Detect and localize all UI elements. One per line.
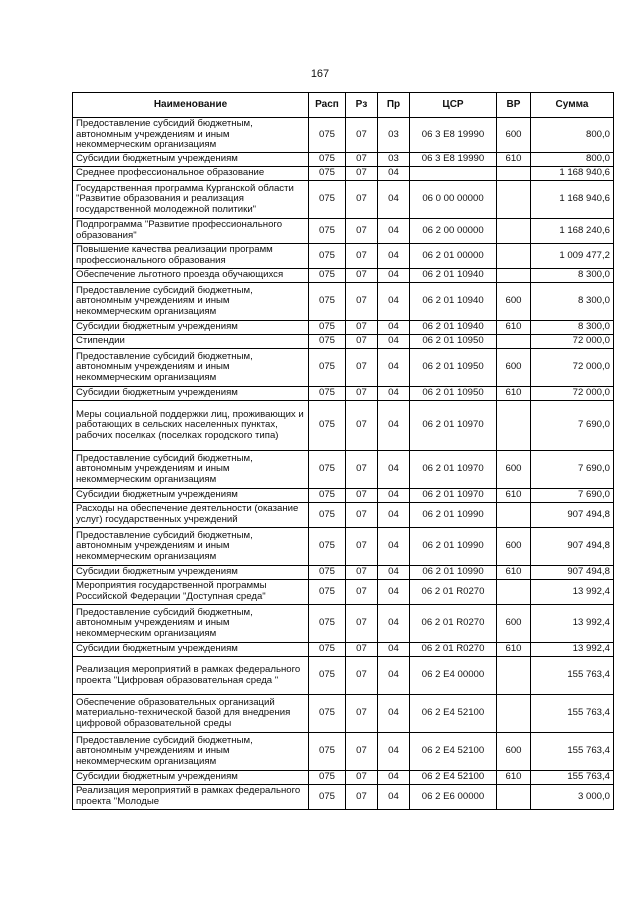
table-row: [73, 387, 614, 401]
table-row: [73, 283, 614, 321]
cell-rasp: 075: [309, 118, 346, 153]
table-row: [73, 528, 614, 566]
cell-rz: 07: [346, 566, 378, 580]
cell-vr: [497, 244, 531, 269]
cell-rz: 07: [346, 181, 378, 219]
cell-vr: [497, 167, 531, 181]
cell-name: Предоставление субсидий бюджетным, автономным учреждениям и иным некоммерческим организациям: [73, 605, 309, 643]
cell-pr: 04: [378, 335, 410, 349]
cell-csr: 06 2 01 10970: [410, 401, 497, 451]
table-row: [73, 695, 614, 733]
cell-name: Стипендии: [73, 335, 309, 349]
cell-vr: [497, 269, 531, 283]
table-row: [73, 219, 614, 244]
cell-rz: 07: [346, 335, 378, 349]
cell-rz: 07: [346, 401, 378, 451]
cell-sum: 907 494,8: [531, 528, 614, 566]
budget-table: [72, 92, 614, 810]
table-row: [73, 269, 614, 283]
table-row: [73, 181, 614, 219]
cell-pr: 04: [378, 733, 410, 771]
table-row: [73, 321, 614, 335]
cell-csr: 06 2 01 10970: [410, 451, 497, 489]
table-row: [73, 785, 614, 810]
cell-rz: 07: [346, 283, 378, 321]
cell-rasp: 075: [309, 219, 346, 244]
cell-csr: 06 2 01 00000: [410, 244, 497, 269]
cell-name: Обеспечение образовательных организаций материально-технической базой для внедрения цифровой образовательной среды: [73, 695, 309, 733]
cell-csr: 06 2 01 10990: [410, 528, 497, 566]
cell-vr: [497, 695, 531, 733]
cell-rasp: 075: [309, 566, 346, 580]
cell-csr: 06 2 01 10940: [410, 269, 497, 283]
table-row: [73, 118, 614, 153]
cell-rasp: 075: [309, 489, 346, 503]
cell-csr: 06 2 01 10990: [410, 503, 497, 528]
cell-rasp: 075: [309, 695, 346, 733]
cell-rz: 07: [346, 349, 378, 387]
cell-sum: 155 763,4: [531, 771, 614, 785]
cell-pr: 04: [378, 219, 410, 244]
cell-name: Предоставление субсидий бюджетным, автономным учреждениям и иным некоммерческим организациям: [73, 283, 309, 321]
cell-sum: 155 763,4: [531, 695, 614, 733]
cell-pr: 04: [378, 695, 410, 733]
cell-pr: 03: [378, 118, 410, 153]
cell-rasp: 075: [309, 528, 346, 566]
header-sum: Сумма: [531, 93, 614, 118]
cell-pr: 04: [378, 181, 410, 219]
cell-sum: 1 009 477,2: [531, 244, 614, 269]
cell-pr: 04: [378, 349, 410, 387]
cell-rz: 07: [346, 244, 378, 269]
cell-csr: 06 2 01 R0270: [410, 643, 497, 657]
cell-vr: 600: [497, 118, 531, 153]
cell-name: Предоставление субсидий бюджетным, автономным учреждениям и иным некоммерческим организациям: [73, 349, 309, 387]
cell-pr: 04: [378, 566, 410, 580]
table-row: [73, 153, 614, 167]
cell-rasp: 075: [309, 387, 346, 401]
cell-rasp: 075: [309, 643, 346, 657]
cell-rasp: 075: [309, 244, 346, 269]
cell-rz: 07: [346, 657, 378, 695]
cell-name: Обеспечение льготного проезда обучающихся: [73, 269, 309, 283]
cell-name: Среднее профессиональное образование: [73, 167, 309, 181]
cell-name: Предоставление субсидий бюджетным, автономным учреждениям и иным некоммерческим организациям: [73, 118, 309, 153]
header-rz: Рз: [346, 93, 378, 118]
cell-rz: 07: [346, 118, 378, 153]
table-row: [73, 401, 614, 451]
table-body: [73, 118, 614, 810]
cell-vr: [497, 401, 531, 451]
cell-name: Расходы на обеспечение деятельности (оказание услуг) государственных учреждений: [73, 503, 309, 528]
table-row: [73, 643, 614, 657]
cell-csr: 06 2 01 10990: [410, 566, 497, 580]
cell-csr: 06 2 01 10950: [410, 387, 497, 401]
cell-sum: 1 168 940,6: [531, 181, 614, 219]
cell-name: Субсидии бюджетным учреждениям: [73, 771, 309, 785]
cell-rasp: 075: [309, 181, 346, 219]
cell-csr: [410, 167, 497, 181]
cell-name: Субсидии бюджетным учреждениям: [73, 566, 309, 580]
cell-pr: 04: [378, 605, 410, 643]
table-row: [73, 167, 614, 181]
cell-rasp: 075: [309, 153, 346, 167]
cell-sum: 7 690,0: [531, 451, 614, 489]
cell-pr: 04: [378, 785, 410, 810]
cell-rz: 07: [346, 771, 378, 785]
cell-name: Предоставление субсидий бюджетным, автономным учреждениям и иным некоммерческим организациям: [73, 451, 309, 489]
cell-rz: 07: [346, 451, 378, 489]
cell-rz: 07: [346, 733, 378, 771]
cell-csr: 06 3 E8 19990: [410, 118, 497, 153]
cell-csr: 06 2 01 10940: [410, 283, 497, 321]
cell-csr: 06 2 E4 52100: [410, 695, 497, 733]
cell-sum: 155 763,4: [531, 657, 614, 695]
table-row: [73, 771, 614, 785]
cell-rz: 07: [346, 695, 378, 733]
cell-sum: 1 168 240,6: [531, 219, 614, 244]
cell-pr: 04: [378, 167, 410, 181]
cell-sum: 72 000,0: [531, 349, 614, 387]
cell-rasp: 075: [309, 657, 346, 695]
cell-name: Подпрограмма "Развитие профессионального образования": [73, 219, 309, 244]
cell-rz: 07: [346, 321, 378, 335]
cell-pr: 04: [378, 244, 410, 269]
cell-sum: 13 992,4: [531, 605, 614, 643]
cell-vr: 610: [497, 771, 531, 785]
cell-rasp: 075: [309, 167, 346, 181]
header-vr: ВР: [497, 93, 531, 118]
cell-sum: 3 000,0: [531, 785, 614, 810]
cell-pr: 04: [378, 451, 410, 489]
cell-csr: 06 2 01 10940: [410, 321, 497, 335]
cell-vr: 610: [497, 643, 531, 657]
cell-vr: [497, 785, 531, 810]
table-row: [73, 335, 614, 349]
cell-pr: 04: [378, 489, 410, 503]
cell-vr: 600: [497, 283, 531, 321]
cell-rz: 07: [346, 269, 378, 283]
cell-rz: 07: [346, 528, 378, 566]
cell-rz: 07: [346, 387, 378, 401]
cell-name: Субсидии бюджетным учреждениям: [73, 643, 309, 657]
cell-pr: 04: [378, 387, 410, 401]
cell-csr: 06 2 01 10950: [410, 349, 497, 387]
table-row: [73, 503, 614, 528]
cell-rasp: 075: [309, 580, 346, 605]
table-row: [73, 349, 614, 387]
cell-vr: [497, 181, 531, 219]
cell-pr: 04: [378, 321, 410, 335]
cell-csr: 06 2 01 R0270: [410, 580, 497, 605]
cell-rasp: 075: [309, 785, 346, 810]
cell-vr: 610: [497, 566, 531, 580]
table-row: [73, 733, 614, 771]
table-row: [73, 657, 614, 695]
page-number: 167: [310, 68, 330, 80]
cell-sum: 907 494,8: [531, 503, 614, 528]
cell-name: Государственная программа Курганской области "Развитие образования и реализация государственной молодежной политики": [73, 181, 309, 219]
cell-sum: 72 000,0: [531, 335, 614, 349]
cell-pr: 04: [378, 657, 410, 695]
cell-pr: 04: [378, 643, 410, 657]
cell-sum: 1 168 940,6: [531, 167, 614, 181]
cell-sum: 13 992,4: [531, 580, 614, 605]
cell-rasp: 075: [309, 771, 346, 785]
cell-rz: 07: [346, 580, 378, 605]
cell-sum: 7 690,0: [531, 489, 614, 503]
cell-vr: [497, 503, 531, 528]
cell-name: Субсидии бюджетным учреждениям: [73, 489, 309, 503]
cell-sum: 7 690,0: [531, 401, 614, 451]
cell-csr: 06 2 E6 00000: [410, 785, 497, 810]
cell-rasp: 075: [309, 401, 346, 451]
cell-pr: 04: [378, 771, 410, 785]
cell-vr: 600: [497, 451, 531, 489]
cell-csr: 06 2 01 10950: [410, 335, 497, 349]
cell-vr: [497, 580, 531, 605]
cell-vr: 610: [497, 387, 531, 401]
cell-name: Предоставление субсидий бюджетным, автономным учреждениям и иным некоммерческим организациям: [73, 528, 309, 566]
cell-name: Субсидии бюджетным учреждениям: [73, 153, 309, 167]
cell-name: Реализация мероприятий в рамках федерального проекта "Цифровая образовательная среда ": [73, 657, 309, 695]
cell-rz: 07: [346, 785, 378, 810]
cell-rz: 07: [346, 503, 378, 528]
cell-rasp: 075: [309, 335, 346, 349]
table-row: [73, 605, 614, 643]
header-name: Наименование: [73, 93, 309, 118]
table-row: [73, 244, 614, 269]
cell-sum: 13 992,4: [531, 643, 614, 657]
cell-sum: 800,0: [531, 153, 614, 167]
cell-csr: 06 0 00 00000: [410, 181, 497, 219]
cell-csr: 06 2 01 R0270: [410, 605, 497, 643]
cell-csr: 06 2 E4 52100: [410, 733, 497, 771]
table-row: [73, 580, 614, 605]
cell-vr: 610: [497, 489, 531, 503]
cell-rz: 07: [346, 167, 378, 181]
cell-rasp: 075: [309, 733, 346, 771]
cell-name: Субсидии бюджетным учреждениям: [73, 387, 309, 401]
cell-rasp: 075: [309, 451, 346, 489]
cell-rasp: 075: [309, 283, 346, 321]
cell-sum: 155 763,4: [531, 733, 614, 771]
cell-sum: 8 300,0: [531, 283, 614, 321]
cell-name: Меры социальной поддержки лиц, проживающих и работающих в сельских населенных пунктах, рабочих поселках (поселках городского типа): [73, 401, 309, 451]
cell-sum: 8 300,0: [531, 321, 614, 335]
cell-name: Мероприятия государственной программы Российской Федерации "Доступная среда": [73, 580, 309, 605]
cell-vr: 600: [497, 528, 531, 566]
cell-rz: 07: [346, 219, 378, 244]
cell-vr: [497, 219, 531, 244]
cell-vr: 600: [497, 733, 531, 771]
cell-sum: 72 000,0: [531, 387, 614, 401]
cell-csr: 06 2 E4 52100: [410, 771, 497, 785]
cell-rz: 07: [346, 643, 378, 657]
cell-vr: 600: [497, 605, 531, 643]
cell-sum: 907 494,8: [531, 566, 614, 580]
cell-sum: 800,0: [531, 118, 614, 153]
cell-csr: 06 2 E4 00000: [410, 657, 497, 695]
cell-name: Предоставление субсидий бюджетным, автономным учреждениям и иным некоммерческим организациям: [73, 733, 309, 771]
cell-vr: [497, 335, 531, 349]
cell-name: Повышение качества реализации программ профессионального образования: [73, 244, 309, 269]
cell-name: Реализация мероприятий в рамках федерального проекта "Молодые: [73, 785, 309, 810]
cell-pr: 03: [378, 153, 410, 167]
cell-vr: [497, 657, 531, 695]
header-csr: ЦСР: [410, 93, 497, 118]
cell-sum: 8 300,0: [531, 269, 614, 283]
header-pr: Пр: [378, 93, 410, 118]
table-row: [73, 451, 614, 489]
cell-name: Субсидии бюджетным учреждениям: [73, 321, 309, 335]
cell-pr: 04: [378, 269, 410, 283]
table-row: [73, 489, 614, 503]
cell-rz: 07: [346, 489, 378, 503]
table-row: [73, 566, 614, 580]
table-header-row: [73, 93, 614, 118]
cell-rasp: 075: [309, 321, 346, 335]
cell-rasp: 075: [309, 605, 346, 643]
cell-pr: 04: [378, 528, 410, 566]
cell-rz: 07: [346, 153, 378, 167]
cell-pr: 04: [378, 580, 410, 605]
cell-vr: 600: [497, 349, 531, 387]
cell-rz: 07: [346, 605, 378, 643]
cell-csr: 06 3 E8 19990: [410, 153, 497, 167]
header-rasp: Расп: [309, 93, 346, 118]
cell-rasp: 075: [309, 503, 346, 528]
cell-rasp: 075: [309, 349, 346, 387]
cell-csr: 06 2 01 10970: [410, 489, 497, 503]
cell-pr: 04: [378, 283, 410, 321]
cell-pr: 04: [378, 401, 410, 451]
cell-rasp: 075: [309, 269, 346, 283]
cell-vr: 610: [497, 321, 531, 335]
cell-pr: 04: [378, 503, 410, 528]
cell-vr: 610: [497, 153, 531, 167]
cell-csr: 06 2 00 00000: [410, 219, 497, 244]
